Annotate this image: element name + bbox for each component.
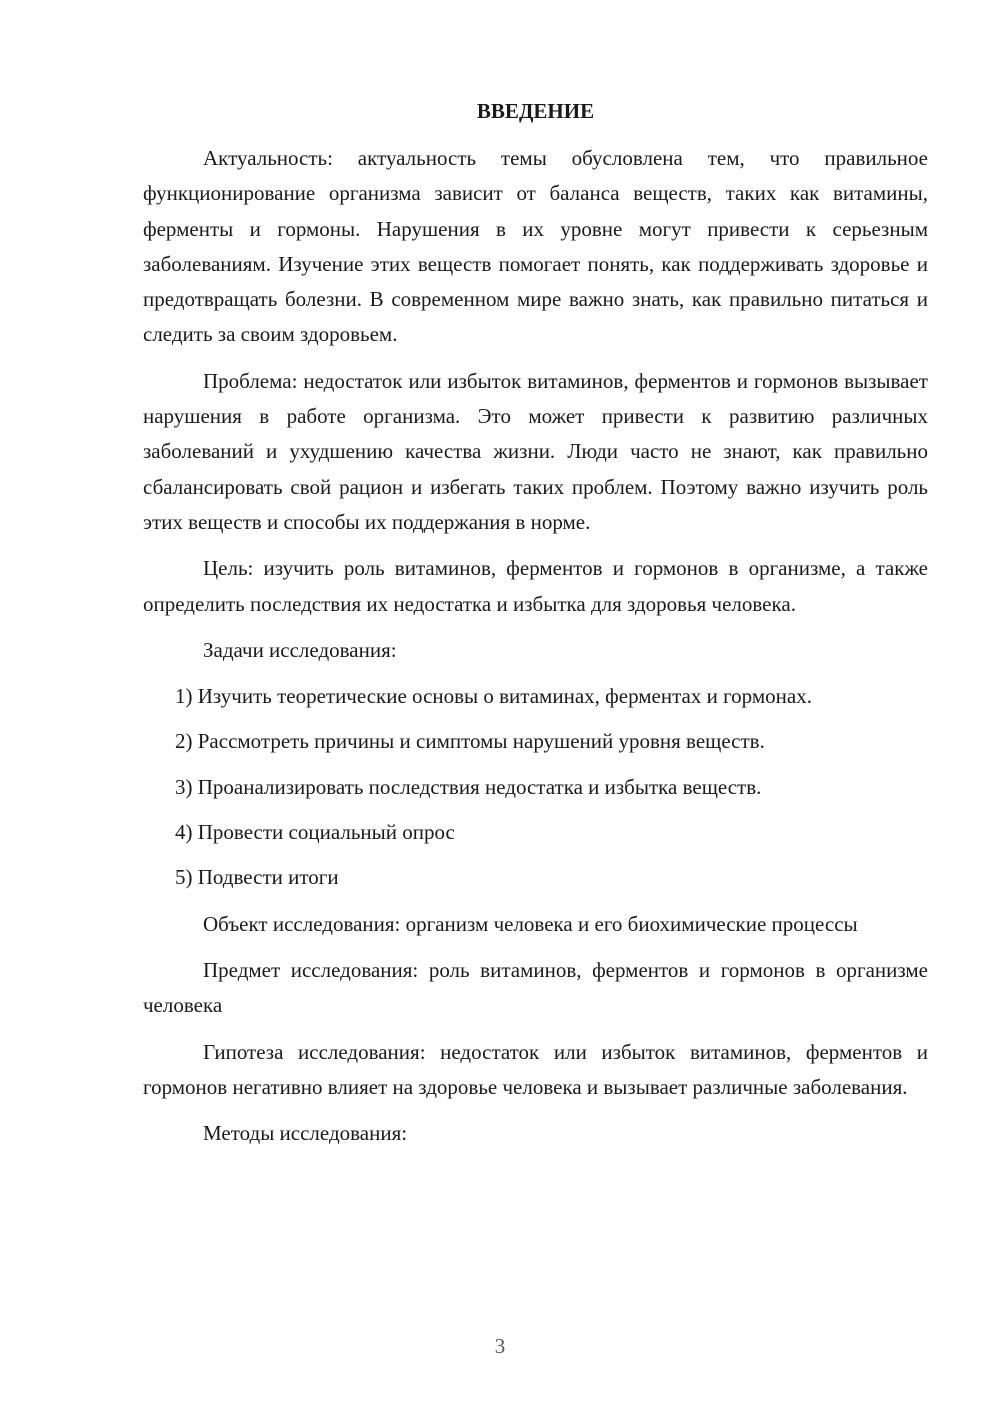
hypothesis-paragraph: Гипотеза исследования: недостаток или избыток витаминов, ферментов и гормонов негативно влияет на здоровье человека и вызывает различные заболевания. xyxy=(143,1039,928,1099)
list-item: 4) Провести социальный опрос xyxy=(175,820,455,845)
section-title: ВВЕДЕНИЕ xyxy=(476,99,595,123)
page-content xyxy=(143,94,928,1162)
tasks-heading: Задачи исследования: xyxy=(203,637,397,662)
object-paragraph: Объект исследования: организм человека и его биохимические процессы xyxy=(203,911,858,936)
subject-paragraph: Предмет исследования: роль витаминов, ферментов и гормонов в организме человека xyxy=(143,957,928,1018)
methods-heading: Методы исследования: xyxy=(203,1121,408,1146)
tasks-list xyxy=(143,679,928,895)
goal-paragraph: Цель: изучить роль витаминов, ферментов и гормонов в организме, а также определить последствия их недостатка и избытка для здоровья человека. xyxy=(143,556,928,616)
list-item: 3) Проанализировать последствия недостатка и избытка веществ. xyxy=(175,774,762,799)
list-item: 5) Подвести итоги xyxy=(175,865,339,890)
relevance-paragraph: Актуальность: актуальность темы обусловлена тем, что правильное функционирование организма зависит от баланса веществ, таких как витамины, ферменты и гормоны. Нарушения в их уровне могут привести к серьезным заболеваниям. Изучение этих веществ помогает понять, как поддерживать здоровье и предотвращать болезни. В современном мире важно знать, как правильно питаться и следить за своим здоровьем. xyxy=(143,146,928,347)
list-item: 2) Рассмотреть причины и симптомы нарушений уровня веществ. xyxy=(175,729,765,754)
page-number: 3 xyxy=(494,1334,506,1358)
list-item: 1) Изучить теоретические основы о витаминах, ферментах и гормонах. xyxy=(175,684,812,709)
problem-paragraph: Проблема: недостаток или избыток витаминов, ферментов и гормонов вызывает нарушения в работе организма. Это может привести к развитию различных заболеваний и ухудшению качества жизни. Люди часто не знают, как правильно сбалансировать свой рацион и избегать таких проблем. Поэтому важно изучить роль этих веществ и способы их поддержания в норме. xyxy=(143,368,928,534)
